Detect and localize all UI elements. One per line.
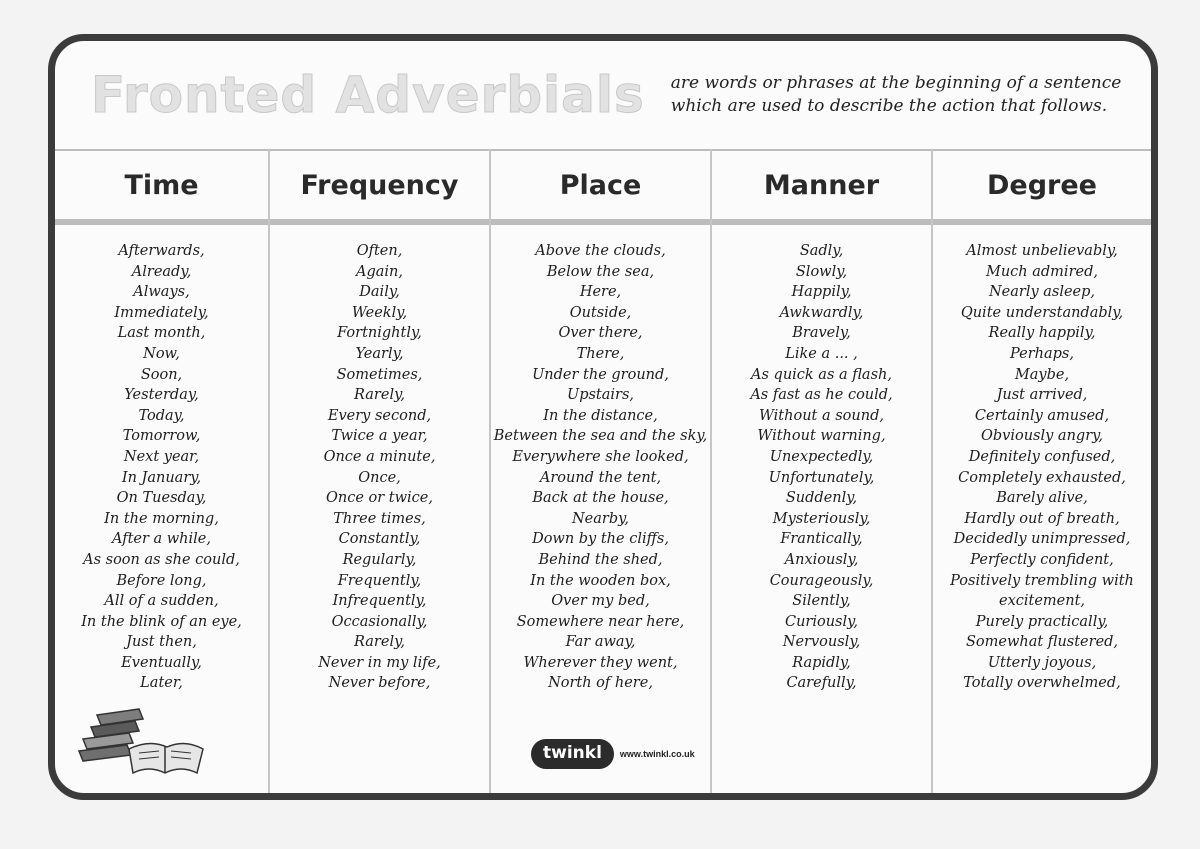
list-item: Somewhat flustered, — [965, 634, 1119, 651]
list-item: Carefully, — [786, 675, 857, 692]
list-item: Behind the shed, — [538, 551, 663, 568]
list-item: Sadly, — [799, 243, 844, 259]
list-item: Nervously, — [782, 634, 861, 651]
list-item: Around the tent, — [539, 469, 662, 486]
list-item: Daily, — [359, 284, 400, 301]
column-list — [270, 241, 489, 694]
list-item: Back at the house, — [532, 490, 669, 507]
list-item: In the distance, — [543, 407, 658, 424]
list-item: Perhaps, — [1010, 345, 1074, 362]
column-heading: Manner — [763, 169, 880, 201]
list-item: Yesterday, — [124, 387, 199, 404]
list-item: Totally overwhelmed, — [963, 675, 1121, 692]
list-item: Hardly out of breath, — [964, 510, 1120, 527]
header — [55, 41, 1151, 149]
list-item: Down by the cliffs, — [532, 531, 669, 548]
list-item: Completely exhausted, — [958, 469, 1126, 486]
list-item: In the wooden box, — [530, 572, 671, 589]
list-item: Just arrived, — [996, 387, 1088, 404]
list-item: Awkwardly, — [779, 304, 864, 321]
list-item: Courageously, — [769, 572, 874, 589]
column-place — [491, 151, 710, 793]
column-list — [712, 241, 931, 694]
list-item: Outside, — [569, 304, 632, 321]
list-item: Over my bed, — [551, 593, 650, 610]
list-item: In the blink of an eye, — [81, 613, 242, 630]
list-item: Fortnightly, — [337, 325, 422, 342]
list-item: As quick as a flash, — [751, 366, 892, 383]
list-item: Mysteriously, — [772, 510, 871, 527]
list-item: Often, — [356, 243, 403, 259]
list-item: Upstairs, — [566, 387, 635, 404]
column-heading: Time — [124, 169, 199, 201]
list-item: Slowly, — [795, 263, 848, 280]
column-degree — [933, 151, 1151, 793]
list-item: Nearly asleep, — [988, 284, 1096, 301]
list-item: Under the ground, — [532, 366, 669, 383]
list-item: Never in my life, — [318, 654, 441, 671]
list-item: Without warning, — [757, 428, 886, 445]
column-heading: Degree — [987, 169, 1097, 201]
list-item: Much admired, — [986, 263, 1098, 280]
list-item: Purely practically, — [975, 613, 1109, 630]
list-item: Twice a year, — [331, 428, 428, 445]
list-item: Unfortunately, — [768, 469, 875, 486]
list-item: Today, — [138, 407, 185, 424]
list-item: Sometimes, — [336, 366, 423, 383]
list-item: Yearly, — [355, 345, 404, 362]
list-item: Over there, — [558, 325, 643, 342]
list-item: Suddenly, — [785, 490, 858, 507]
list-item: Utterly joyous, — [987, 654, 1097, 671]
list-item: On Tuesday, — [116, 490, 207, 507]
column-list — [491, 241, 710, 694]
list-item: Perfectly confident, — [970, 551, 1114, 568]
list-item: Again, — [356, 263, 403, 280]
list-item: Regularly, — [342, 551, 417, 568]
list-item: Somewhere near here, — [516, 613, 685, 630]
list-item: Already, — [131, 263, 192, 280]
list-item: Happily, — [791, 284, 852, 301]
list-item: Like a ... , — [785, 345, 858, 362]
list-item: As fast as he could, — [750, 387, 893, 404]
list-item: Tomorrow, — [122, 428, 201, 445]
column-list — [55, 241, 268, 694]
poster-subtitle — [671, 72, 1122, 118]
list-item: As soon as she could, — [83, 551, 240, 568]
list-item: Obviously angry, — [980, 428, 1104, 445]
list-item: Curiously, — [784, 613, 859, 630]
list-item: Quite understandably, — [960, 304, 1124, 321]
list-item: Really happily, — [988, 325, 1096, 342]
list-item: Decidedly unimpressed, — [953, 531, 1131, 548]
list-item: Barely alive, — [996, 490, 1088, 507]
list-item: Nearby, — [571, 510, 629, 527]
list-item: Almost unbelievably, — [966, 243, 1118, 259]
list-item: Here, — [579, 284, 622, 301]
list-item: Frantically, — [780, 531, 863, 548]
list-item: Rarely, — [354, 634, 405, 651]
list-item: Rapidly, — [792, 654, 851, 671]
list-item: Once or twice, — [326, 490, 433, 507]
column-manner — [712, 151, 931, 793]
list-item: Everywhere she looked, — [512, 448, 689, 465]
list-item: Weekly, — [351, 304, 408, 321]
poster-title: Fronted Adverbials — [91, 66, 645, 124]
poster-sheet — [48, 34, 1158, 800]
list-item: Without a sound, — [759, 407, 884, 424]
twinkl-logo: twinkl — [531, 739, 614, 769]
books-icon — [69, 689, 209, 779]
list-item: Last month, — [117, 325, 206, 342]
list-item: Three times, — [333, 510, 426, 527]
list-item: Maybe, — [1014, 366, 1070, 383]
list-item: Never before, — [328, 675, 431, 692]
list-item: Below the sea, — [546, 263, 655, 280]
list-item: Between the sea and the sky, — [493, 428, 708, 445]
list-item: Later, — [140, 675, 183, 692]
list-item: Far away, — [565, 634, 636, 651]
subtitle-line-1: are words or phrases at the beginning of a sentence — [670, 73, 1122, 93]
list-item: Unexpectedly, — [769, 448, 874, 465]
list-item: Anxiously, — [784, 551, 859, 568]
column-frequency — [270, 151, 489, 793]
list-item: Next year, — [123, 448, 200, 465]
list-item: Once, — [358, 469, 401, 486]
list-item: In January, — [121, 469, 202, 486]
column-heading: Frequency — [300, 169, 459, 201]
list-item: Now, — [143, 345, 180, 362]
list-item: In the morning, — [104, 510, 219, 527]
list-item: Definitely confused, — [968, 448, 1116, 465]
list-item: Constantly, — [338, 531, 421, 548]
list-item: Every second, — [327, 407, 432, 424]
list-item: After a while, — [111, 531, 211, 548]
list-item: excitement, — [998, 593, 1086, 610]
subtitle-line-2: which are used to describe the action that follows. — [670, 96, 1108, 116]
list-item: All of a sudden, — [104, 593, 219, 610]
list-item: Soon, — [140, 366, 183, 383]
column-list — [933, 241, 1151, 694]
brand-footer — [531, 739, 695, 769]
list-item: Afterwards, — [118, 243, 205, 259]
column-heading: Place — [559, 169, 642, 201]
list-item: Wherever they went, — [523, 654, 678, 671]
list-item: Silently, — [792, 593, 851, 610]
list-item: Certainly amused, — [974, 407, 1110, 424]
list-item: Eventually, — [121, 654, 202, 671]
list-item: Above the clouds, — [535, 243, 666, 259]
list-item: Once a minute, — [323, 448, 436, 465]
list-item: Positively trembling with — [950, 572, 1134, 589]
list-item: Infrequently, — [332, 593, 427, 610]
brand-url: www.twinkl.co.uk — [619, 749, 695, 759]
list-item: Always, — [133, 284, 190, 301]
list-item: Just then, — [126, 634, 197, 651]
list-item: Bravely, — [792, 325, 851, 342]
list-item: Before long, — [116, 572, 207, 589]
list-item: Occasionally, — [331, 613, 428, 630]
list-item: Frequently, — [337, 572, 422, 589]
list-item: Immediately, — [114, 304, 209, 321]
list-item: There, — [576, 345, 625, 362]
list-item: Rarely, — [354, 387, 405, 404]
list-item: North of here, — [548, 675, 653, 692]
